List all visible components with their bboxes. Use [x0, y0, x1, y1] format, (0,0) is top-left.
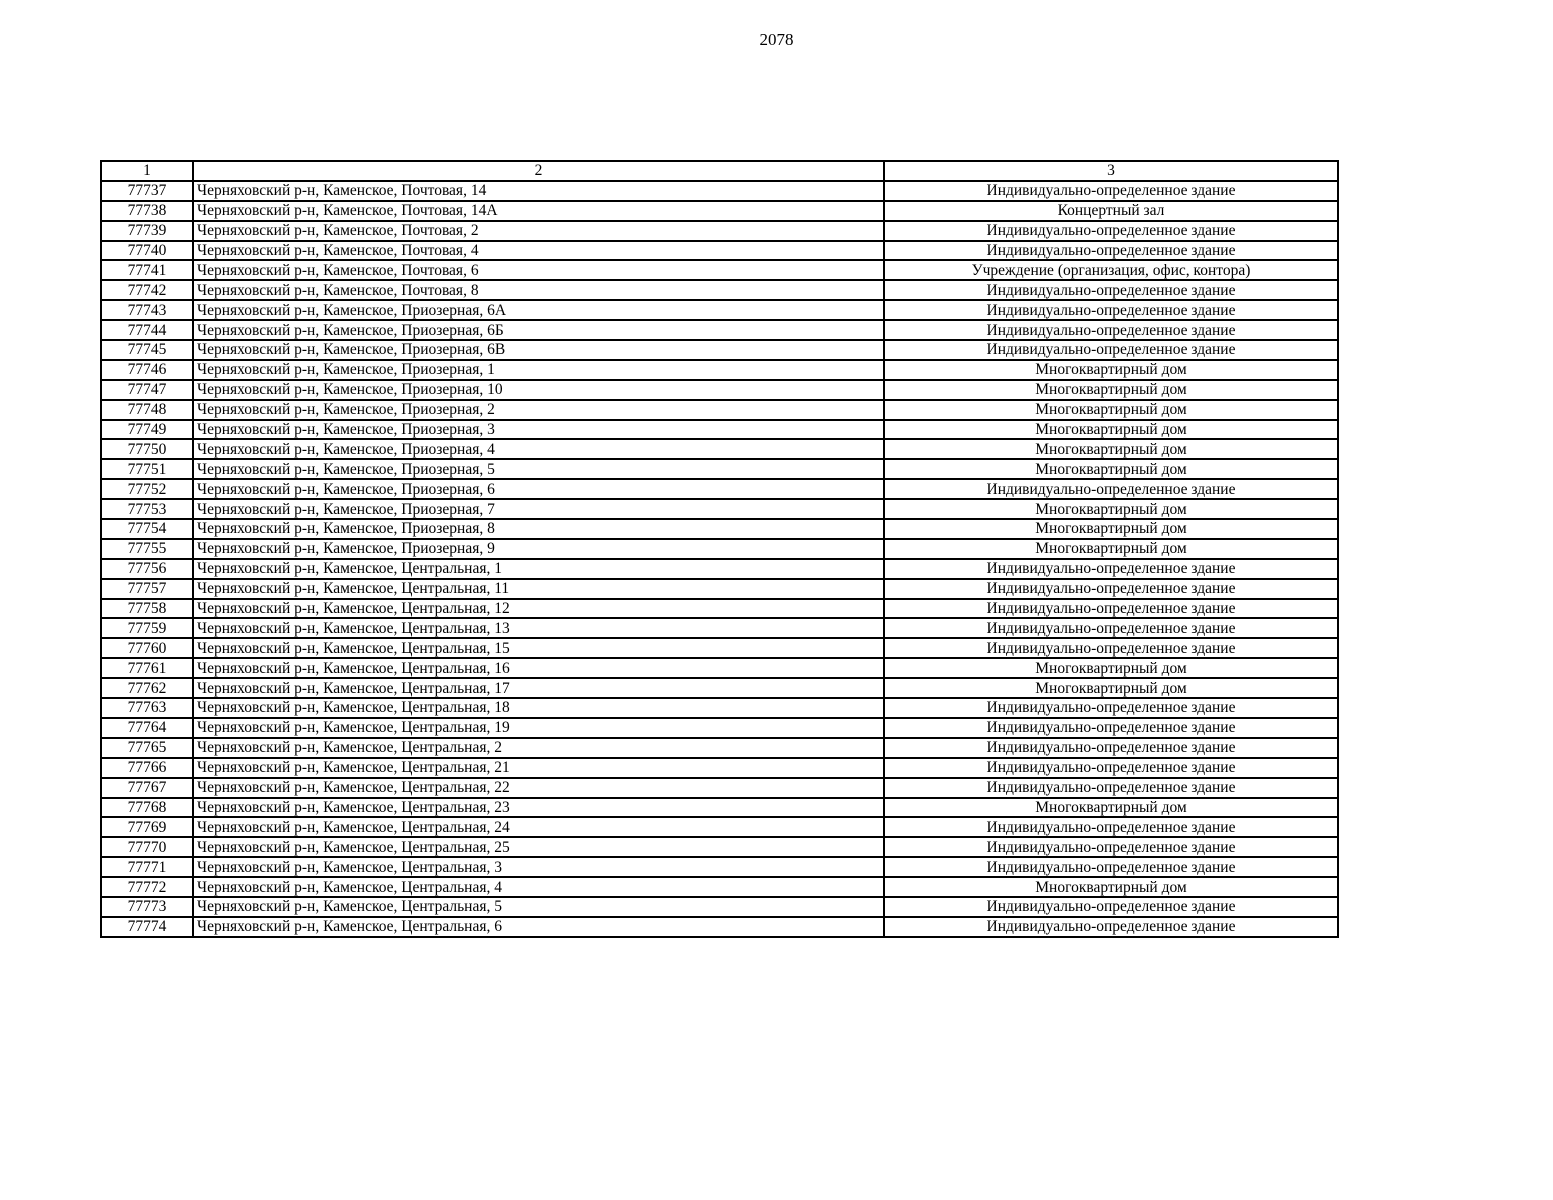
- row-number-cell: 77771: [101, 857, 193, 877]
- table-row: [101, 579, 1338, 599]
- property-table: [100, 160, 1339, 938]
- row-number-cell: 77748: [101, 400, 193, 420]
- object-type-cell: Многоквартирный дом: [884, 360, 1338, 380]
- address-cell: Черняховский р-н, Каменское, Центральная, 21: [193, 758, 884, 778]
- table-row: [101, 360, 1338, 380]
- address-cell: Черняховский р-н, Каменское, Центральная, 4: [193, 877, 884, 897]
- row-number-cell: 77757: [101, 579, 193, 599]
- row-number-cell: 77751: [101, 459, 193, 479]
- row-number-cell: 77768: [101, 798, 193, 818]
- row-number-cell: 77761: [101, 658, 193, 678]
- object-type-cell: Индивидуально-определенное здание: [884, 758, 1338, 778]
- table-body: [101, 161, 1338, 937]
- address-cell: Черняховский р-н, Каменское, Приозерная, 7: [193, 499, 884, 519]
- address-cell: Черняховский р-н, Каменское, Приозерная, 1: [193, 360, 884, 380]
- address-cell: Черняховский р-н, Каменское, Центральная, 12: [193, 599, 884, 619]
- table-header-row: [101, 161, 1338, 181]
- address-cell: Черняховский р-н, Каменское, Приозерная, 6А: [193, 300, 884, 320]
- table-row: [101, 519, 1338, 539]
- object-type-cell: Индивидуально-определенное здание: [884, 579, 1338, 599]
- column-header-3: 3: [884, 161, 1338, 181]
- row-number-cell: 77767: [101, 778, 193, 798]
- object-type-cell: Многоквартирный дом: [884, 658, 1338, 678]
- object-type-cell: Индивидуально-определенное здание: [884, 599, 1338, 619]
- table-row: [101, 241, 1338, 261]
- address-cell: Черняховский р-н, Каменское, Приозерная, 8: [193, 519, 884, 539]
- row-number-cell: 77741: [101, 260, 193, 280]
- row-number-cell: 77752: [101, 479, 193, 499]
- table-row: [101, 539, 1338, 559]
- table-row: [101, 340, 1338, 360]
- row-number-cell: 77753: [101, 499, 193, 519]
- row-number-cell: 77746: [101, 360, 193, 380]
- row-number-cell: 77749: [101, 420, 193, 440]
- table-row: [101, 400, 1338, 420]
- address-cell: Черняховский р-н, Каменское, Почтовая, 4: [193, 241, 884, 261]
- address-cell: Черняховский р-н, Каменское, Центральная, 18: [193, 698, 884, 718]
- object-type-cell: Индивидуально-определенное здание: [884, 698, 1338, 718]
- address-cell: Черняховский р-н, Каменское, Центральная, 22: [193, 778, 884, 798]
- address-cell: Черняховский р-н, Каменское, Приозерная, 4: [193, 439, 884, 459]
- table-row: [101, 459, 1338, 479]
- address-cell: Черняховский р-н, Каменское, Центральная, 3: [193, 857, 884, 877]
- row-number-cell: 77759: [101, 618, 193, 638]
- address-cell: Черняховский р-н, Каменское, Центральная, 2: [193, 738, 884, 758]
- table-row: [101, 897, 1338, 917]
- address-cell: Черняховский р-н, Каменское, Центральная, 23: [193, 798, 884, 818]
- table-row: [101, 857, 1338, 877]
- row-number-cell: 77737: [101, 181, 193, 201]
- object-type-cell: Многоквартирный дом: [884, 420, 1338, 440]
- table-row: [101, 817, 1338, 837]
- row-number-cell: 77764: [101, 718, 193, 738]
- table-row: [101, 499, 1338, 519]
- address-cell: Черняховский р-н, Каменское, Приозерная, 5: [193, 459, 884, 479]
- address-cell: Черняховский р-н, Каменское, Центральная, 5: [193, 897, 884, 917]
- table-row: [101, 778, 1338, 798]
- address-cell: Черняховский р-н, Каменское, Почтовая, 8: [193, 280, 884, 300]
- address-cell: Черняховский р-н, Каменское, Приозерная, 10: [193, 380, 884, 400]
- row-number-cell: 77762: [101, 678, 193, 698]
- row-number-cell: 77739: [101, 221, 193, 241]
- object-type-cell: Индивидуально-определенное здание: [884, 897, 1338, 917]
- object-type-cell: Индивидуально-определенное здание: [884, 738, 1338, 758]
- table-row: [101, 738, 1338, 758]
- address-cell: Черняховский р-н, Каменское, Центральная, 6: [193, 917, 884, 937]
- address-cell: Черняховский р-н, Каменское, Приозерная, 3: [193, 420, 884, 440]
- object-type-cell: Индивидуально-определенное здание: [884, 479, 1338, 499]
- address-cell: Черняховский р-н, Каменское, Приозерная, 6В: [193, 340, 884, 360]
- row-number-cell: 77747: [101, 380, 193, 400]
- table-row: [101, 380, 1338, 400]
- row-number-cell: 77774: [101, 917, 193, 937]
- object-type-cell: Индивидуально-определенное здание: [884, 340, 1338, 360]
- address-cell: Черняховский р-н, Каменское, Центральная, 19: [193, 718, 884, 738]
- object-type-cell: Индивидуально-определенное здание: [884, 857, 1338, 877]
- row-number-cell: 77744: [101, 320, 193, 340]
- row-number-cell: 77772: [101, 877, 193, 897]
- table-row: [101, 280, 1338, 300]
- object-type-cell: Индивидуально-определенное здание: [884, 917, 1338, 937]
- table-row: [101, 260, 1338, 280]
- object-type-cell: Многоквартирный дом: [884, 519, 1338, 539]
- object-type-cell: Индивидуально-определенное здание: [884, 817, 1338, 837]
- row-number-cell: 77769: [101, 817, 193, 837]
- page-number: 2078: [759, 30, 794, 49]
- table-row: [101, 599, 1338, 619]
- address-cell: Черняховский р-н, Каменское, Центральная, 24: [193, 817, 884, 837]
- address-cell: Черняховский р-н, Каменское, Центральная, 17: [193, 678, 884, 698]
- address-cell: Черняховский р-н, Каменское, Приозерная, 9: [193, 539, 884, 559]
- row-number-cell: 77756: [101, 559, 193, 579]
- table-row: [101, 638, 1338, 658]
- address-cell: Черняховский р-н, Каменское, Почтовая, 6: [193, 260, 884, 280]
- object-type-cell: Индивидуально-определенное здание: [884, 618, 1338, 638]
- table-row: [101, 877, 1338, 897]
- object-type-cell: Индивидуально-определенное здание: [884, 559, 1338, 579]
- table-row: [101, 698, 1338, 718]
- address-cell: Черняховский р-н, Каменское, Центральная, 16: [193, 658, 884, 678]
- row-number-cell: 77738: [101, 201, 193, 221]
- address-cell: Черняховский р-н, Каменское, Центральная, 15: [193, 638, 884, 658]
- row-number-cell: 77745: [101, 340, 193, 360]
- object-type-cell: Учреждение (организация, офис, контора): [884, 260, 1338, 280]
- object-type-cell: Многоквартирный дом: [884, 798, 1338, 818]
- table-row: [101, 320, 1338, 340]
- object-type-cell: Индивидуально-определенное здание: [884, 280, 1338, 300]
- object-type-cell: Индивидуально-определенное здание: [884, 320, 1338, 340]
- row-number-cell: 77754: [101, 519, 193, 539]
- address-cell: Черняховский р-н, Каменское, Центральная, 25: [193, 837, 884, 857]
- object-type-cell: Индивидуально-определенное здание: [884, 300, 1338, 320]
- table-row: [101, 181, 1338, 201]
- table-row: [101, 798, 1338, 818]
- table-row: [101, 658, 1338, 678]
- object-type-cell: Индивидуально-определенное здание: [884, 638, 1338, 658]
- row-number-cell: 77758: [101, 599, 193, 619]
- table-row: [101, 678, 1338, 698]
- table-row: [101, 758, 1338, 778]
- table-row: [101, 917, 1338, 937]
- row-number-cell: 77760: [101, 638, 193, 658]
- row-number-cell: 77763: [101, 698, 193, 718]
- column-header-1: 1: [101, 161, 193, 181]
- row-number-cell: 77765: [101, 738, 193, 758]
- address-cell: Черняховский р-н, Каменское, Центральная, 1: [193, 559, 884, 579]
- table-row: [101, 221, 1338, 241]
- table-row: [101, 479, 1338, 499]
- row-number-cell: 77750: [101, 439, 193, 459]
- address-cell: Черняховский р-н, Каменское, Приозерная, 6Б: [193, 320, 884, 340]
- table-row: [101, 201, 1338, 221]
- object-type-cell: Индивидуально-определенное здание: [884, 221, 1338, 241]
- address-cell: Черняховский р-н, Каменское, Приозерная, 6: [193, 479, 884, 499]
- object-type-cell: Многоквартирный дом: [884, 877, 1338, 897]
- row-number-cell: 77740: [101, 241, 193, 261]
- table-row: [101, 718, 1338, 738]
- object-type-cell: Индивидуально-определенное здание: [884, 181, 1338, 201]
- object-type-cell: Индивидуально-определенное здание: [884, 837, 1338, 857]
- table-row: [101, 420, 1338, 440]
- object-type-cell: Многоквартирный дом: [884, 439, 1338, 459]
- address-cell: Черняховский р-н, Каменское, Почтовая, 14А: [193, 201, 884, 221]
- column-header-2: 2: [193, 161, 884, 181]
- address-cell: Черняховский р-н, Каменское, Центральная, 11: [193, 579, 884, 599]
- table-row: [101, 559, 1338, 579]
- object-type-cell: Многоквартирный дом: [884, 499, 1338, 519]
- object-type-cell: Многоквартирный дом: [884, 400, 1338, 420]
- object-type-cell: Концертный зал: [884, 201, 1338, 221]
- object-type-cell: Многоквартирный дом: [884, 678, 1338, 698]
- row-number-cell: 77766: [101, 758, 193, 778]
- address-cell: Черняховский р-н, Каменское, Приозерная, 2: [193, 400, 884, 420]
- object-type-cell: Индивидуально-определенное здание: [884, 778, 1338, 798]
- address-cell: Черняховский р-н, Каменское, Почтовая, 2: [193, 221, 884, 241]
- address-cell: Черняховский р-н, Каменское, Центральная, 13: [193, 618, 884, 638]
- table-row: [101, 439, 1338, 459]
- row-number-cell: 77742: [101, 280, 193, 300]
- object-type-cell: Многоквартирный дом: [884, 459, 1338, 479]
- object-type-cell: Многоквартирный дом: [884, 380, 1338, 400]
- table-row: [101, 300, 1338, 320]
- address-cell: Черняховский р-н, Каменское, Почтовая, 14: [193, 181, 884, 201]
- object-type-cell: Индивидуально-определенное здание: [884, 718, 1338, 738]
- object-type-cell: Многоквартирный дом: [884, 539, 1338, 559]
- object-type-cell: Индивидуально-определенное здание: [884, 241, 1338, 261]
- row-number-cell: 77755: [101, 539, 193, 559]
- row-number-cell: 77743: [101, 300, 193, 320]
- table-row: [101, 837, 1338, 857]
- row-number-cell: 77770: [101, 837, 193, 857]
- table-row: [101, 618, 1338, 638]
- row-number-cell: 77773: [101, 897, 193, 917]
